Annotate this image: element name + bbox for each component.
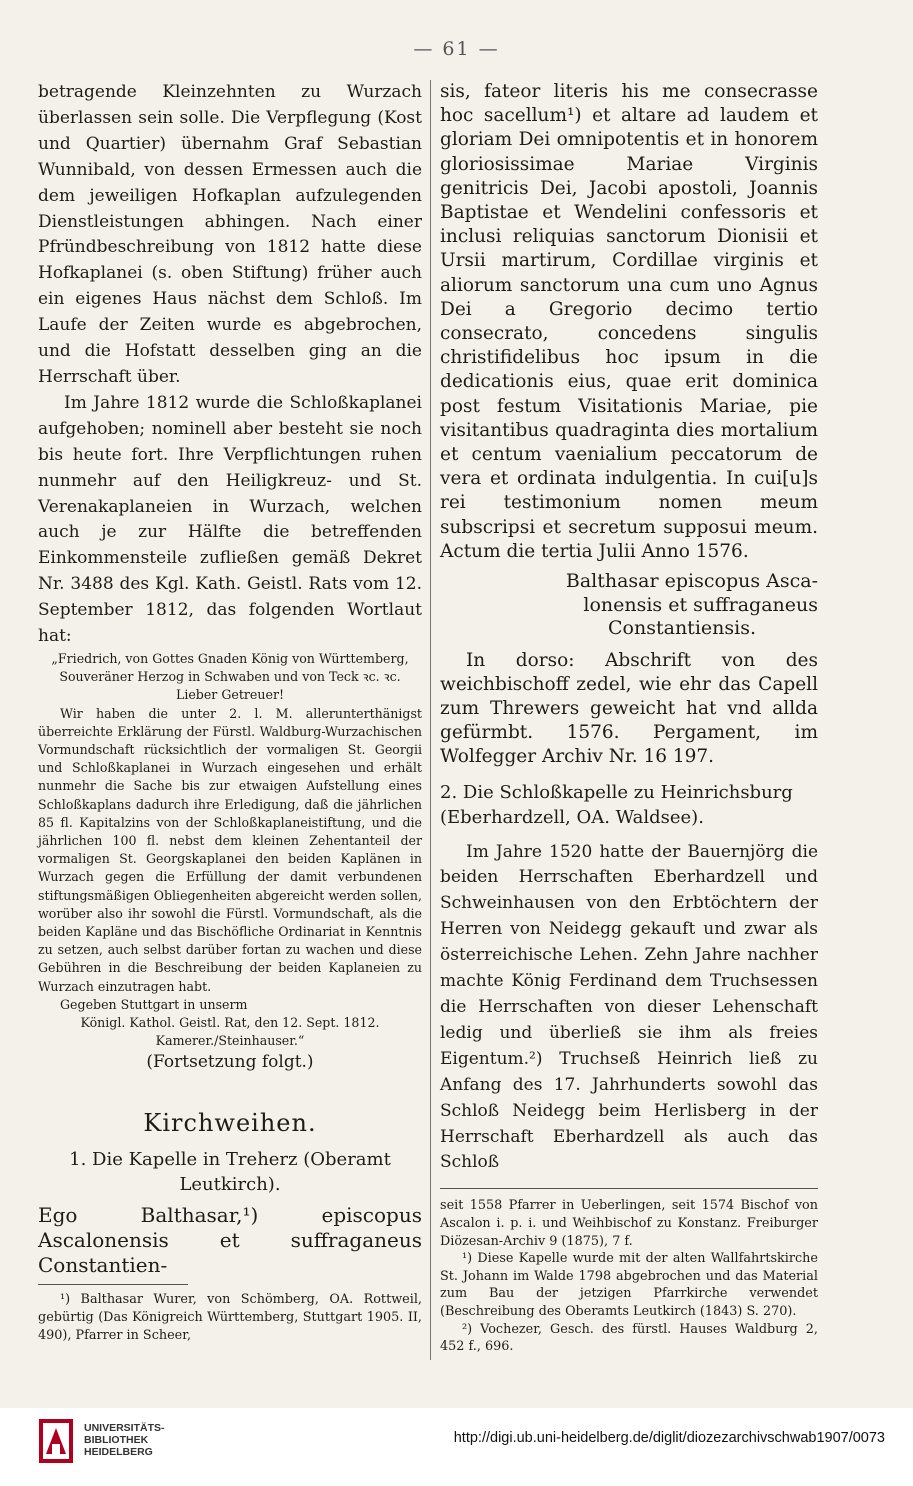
continued-note: (Fortsetzung folgt.)	[146, 1052, 314, 1073]
column-divider	[430, 80, 431, 1360]
signature-line-3: Constantiensis.	[608, 617, 756, 640]
footnote-1-right-text: ¹) Diese Kapelle wurde mit der alten Wallfahrtskirche St. Johann im Walde 1798 abgebrochen und das Material zum Bau der jetzigen Pfarrkirche verwendet (Beschreibung des Oberamts Leutkirch (1843) S. 270).	[440, 1251, 818, 1319]
letter-head-2: Souveräner Herzog in Schwaben und von Teck ꝛc. ꝛc.	[59, 669, 401, 685]
left-column	[38, 80, 422, 1344]
institution-line-1: UNIVERSITÄTS-	[84, 1422, 165, 1434]
page-number: — 61 —	[413, 38, 500, 60]
letter-head-1: „Friedrich, von Gottes Gnaden König von Württemberg,	[51, 650, 409, 666]
footnote-2-right-text: ²) Vochezer, Gesch. des fürstl. Hauses Waldburg 2, 452 f., 696.	[440, 1321, 818, 1355]
footnote-2-right	[440, 1321, 818, 1356]
right-paragraph: Im Jahre 1520 hatte der Bauernjörg die beiden Herrschaften Eberhardzell und Schweinhausen von den Erbtöchtern der Herren von Neidegg gekauft und zwar als österreichische Lehen. Zehn Jahre nachher machte König Ferdinand dem Truchsessen die Herrschaften von dieser Lehenschaft ledig und überließ sie ihm als freies Eigentum.²) Truchseß Heinrich ließ zu Anfang des 17. Jahrhunderts sowohl das Schloß Neidegg beim Herlisberg in der Herrschaft Eberhardzell als auch das Schloß	[440, 841, 818, 1173]
letter-sign-2: Kamerer./Steinhauser.“	[155, 1033, 305, 1049]
section-2-title: 2. Die Schloßkapelle zu Heinrichsburg (Eberhardzell, OA. Waldsee).	[440, 781, 793, 828]
left-paragraph-2: Im Jahre 1812 wurde die Schloßkaplanei aufgehoben; nominell aber besteht sie noch bis heute fort. Ihre Verpflichtungen ruhen nunmehr auf den Heiligkreuz- und St. Verenakaplaneien in Wurzach, welchen auch je zur Hälfte die betreffenden Einkommensteile zufließen gemäß Dekret Nr. 3488 des Kgl. Kath. Geistl. Rats vom 12. September 1812, das folgenden Wortlaut hat:	[38, 392, 422, 647]
letter-body: Wir haben die unter 2. l. M. allerunterthänigst überreichte Erklärung der Fürstl. Waldburg-Wurzachischen Vormundschaft rücksichtlich der vormaligen St. Georgii und Schloßkaplanei in Wurzach eingesehen und erhält nunmehr die Sache bis zur etwaigen Aufstellung eines Schloßkaplans dadurch ihre Erledigung, daß die jährlichen 85 fl. Kapitalzins von der Schloßkaplaneistiftung, und die jährlichen 100 fl. nebst dem kleinen Zehentanteil der vormaligen St. Georgskaplanei den beiden Kaplänen in Wurzach gegen die Erfüllung der damit verbundenen stiftungsmäßigen Obliegenheiten abgereicht werden sollen, worüber also ihr sowohl die Fürstl. Vormundschaft, als die beiden Kapläne und das Bischöfliche Ordinariat in Kenntnis zu setzen, auch selbst darüber fortan zu wachen und diese Gebühren in die Beschreibung der beiden Kaplaneien zu Wurzach einzutragen habt.	[38, 705, 422, 994]
dorso-paragraph: In dorso: Abschrift von des weichbischoff zedel, wie ehr das Capell zum Threwers geweicht hat vnd allda gefürmbt. 1576. Pergament, im Wolfegger Archiv Nr. 16 197.	[440, 649, 818, 768]
letter-sign-1: Königl. Kathol. Geistl. Rat, den 12. Sept. 1812.	[80, 1015, 380, 1030]
footnote-1-right	[440, 1250, 818, 1320]
section-heading: Kirchweihen.	[143, 1109, 317, 1138]
latin-text-start: Ego Balthasar,¹) episcopus Ascalonensis et suffraganeus Constantien-	[38, 1203, 422, 1278]
letter-given: Gegeben Stuttgart in unserm	[60, 996, 248, 1012]
decree-letter	[38, 650, 422, 1050]
university-seal-icon	[38, 1418, 74, 1464]
footer-bar	[0, 1408, 913, 1486]
latin-text: sis, fateor literis his me consecrasse hoc sacellum¹) et altare ad laudem et gloriam Dei omnipotentis et in honorem gloriosissimae Mariae Virginis genitricis Dei, Jacobi apostoli, Joannis Baptistae et Wendelini confessoris et inclusi reliquias sanctorum Dionisii et Ursii martirum, Cordillae virginis et aliorum sanctorum una cum uno Agnus Dei a Gregorio decimo tertio consecrato, concedens singulis christifidelibus hoc ipsum in die dedicationis eius, quae erit dominica post festum Visitationis Mariae, pie visitantibus quadraginta dies mortalium et centum vaenialium peccatorum de vera et ordinata indulgentia. In cui[u]s rei testimonium nomen meum subscripsi et secretum supposui meum. Actum die tertia Julii Anno 1576.	[440, 81, 818, 562]
source-url-link[interactable]: http://digi.ub.uni-heidelberg.de/diglit/diozezarchivschwab1907/0073	[453, 1430, 885, 1446]
left-paragraph-1: betragende Kleinzehnten zu Wurzach überlassen sein solle. Die Verpflegung (Kost und Quartier) übernahm Graf Sebastian Wunnibald, von dessen Ermessen auch die dem jeweiligen Hofkaplan aufzulegenden Dienstleistungen abhingen. Nach einer Pfründbeschreibung von 1812 hatte diese Hofkaplanei (s. oben Stiftung) früher auch ein eigenes Haus nächst dem Schloß. Im Laufe der Zeiten wurde es abgebrochen, und die Hofstatt desselben ging an die Herrschaft über.	[38, 82, 422, 387]
letter-head-3: Lieber Getreuer!	[175, 687, 285, 703]
footnote-continuation: seit 1558 Pfarrer in Ueberlingen, seit 1574 Bischof von Ascalon i. p. i. und Weihbischof zu Konstanz. Freiburger Diözesan-Archiv 9 (1875), 7 f.	[440, 1198, 818, 1249]
footnote-1-left	[38, 1291, 422, 1344]
signature-line-1: Balthasar episcopus Asca-	[565, 570, 818, 593]
footnote-rule	[38, 1284, 188, 1285]
footnote-1-text: ¹) Balthasar Wurer, von Schömberg, OA. Rottweil, gebürtig (Das Königreich Württemberg, Stuttgart 1905. II, 490), Pfarrer in Scheer,	[38, 1292, 422, 1343]
institution-line-2: BIBLIOTHEK	[84, 1434, 149, 1446]
institution-line-3: HEIDELBERG	[84, 1446, 153, 1458]
footnote-rule-right	[440, 1188, 818, 1189]
section-1-title: 1. Die Kapelle in Treherz (Oberamt Leutkirch).	[69, 1149, 391, 1196]
institution-name	[84, 1422, 165, 1458]
signature-line-2: lonensis et suffraganeus	[583, 593, 818, 616]
right-column	[440, 80, 818, 1356]
